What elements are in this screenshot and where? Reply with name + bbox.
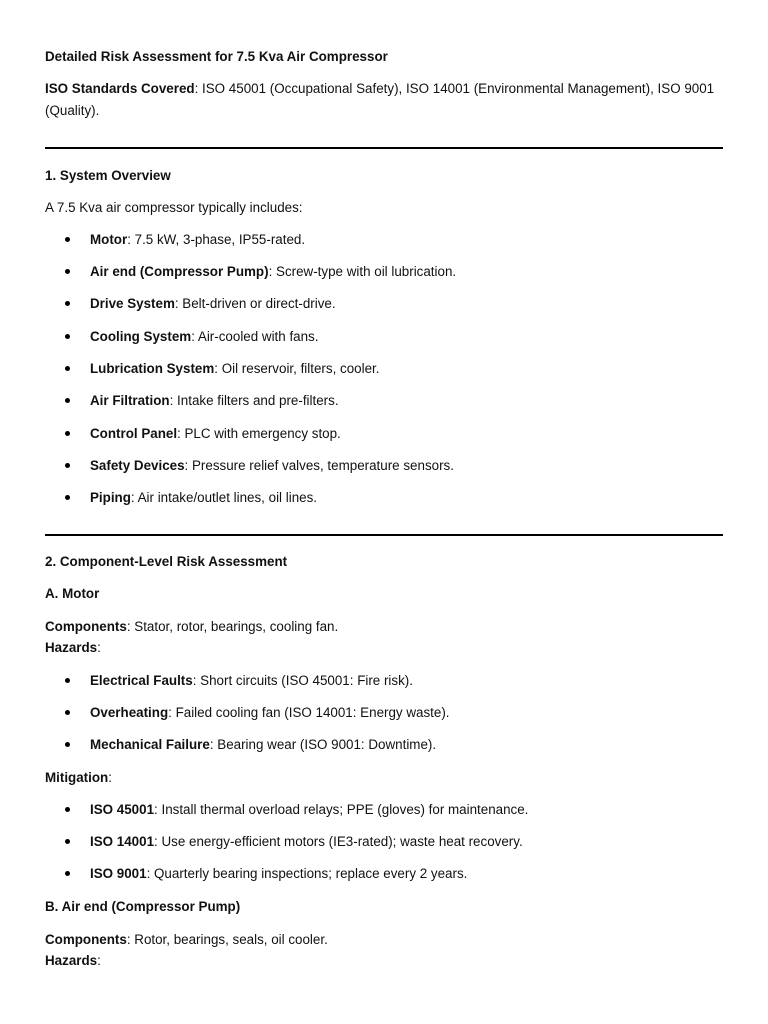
section-2-heading: 2. Component-Level Risk Assessment	[45, 554, 288, 569]
document-title: Detailed Risk Assessment for 7.5 Kva Air Compressor	[45, 49, 388, 64]
iso-standards-text: : ISO 45001 (Occupational Safety), ISO 14001 (Environmental Management), ISO 9001 (Quality).	[45, 81, 715, 118]
bullet-icon	[65, 807, 70, 812]
bullet-icon	[65, 710, 70, 715]
bullet-icon	[65, 301, 70, 306]
bullet-icon	[65, 839, 70, 844]
bullet-icon	[65, 431, 70, 436]
air-end-components: Components: Rotor, bearings, seals, oil cooler. Hazards:	[45, 932, 328, 968]
bullet-icon	[65, 495, 70, 500]
bullet-icon	[65, 237, 70, 242]
section-divider	[45, 147, 723, 149]
bullet-icon	[65, 742, 70, 747]
bullet-icon	[65, 366, 70, 371]
document-page: Detailed Risk Assessment for 7.5 Kva Air Compressor ISO Standards Covered: ISO 45001 (Occupational Safety), ISO 14001 (Environmental Management), ISO 9001 (Quality). 1. System Overview A 7.5 Kva air compressor typically includes: Motor: 7.5 kW, 3-phase, IP55-rated. Air end (Compressor Pump): Screw-type with oil lubrication. Drive System: Belt-driven or direct-drive. Cooling System: Air-cooled with fans. Lubrication System: Oil reservoir, filters, cooler. Air Filtration: Intake filters and pre-filters. Control Panel: PLC with emergency stop. Safety Devices: Pressure relief valves, temperature sensors. Piping: Air intake/outlet lines, oil lines. 2. Component-Level Risk Assessment A. Motor Components: Stator, rotor, bearings, cooling fan. Hazards: Electrical Faults: Short circuits (ISO 45001: Fire risk). Overheating: Failed cooling fan (ISO 14001: Energy waste). Mechanical Failure: Bearing wear (ISO 9001: Downtime). Mitigation: ISO 45001: Install thermal overload relays; PPE (gloves) for maintenance. ISO 14001: Use energy-efficient motors (IE3-rated); waste heat recovery. ISO 9001: Quarterly bearing inspections; replace every 2 years. B. Air end (Compressor Pump) Components: Rotor, bearings, seals, oil cooler. Hazards:	[0, 0, 768, 1024]
section-divider	[45, 534, 723, 536]
bullet-icon	[65, 334, 70, 339]
iso-standards-paragraph	[45, 78, 725, 122]
subsection-b-heading: B. Air end (Compressor Pump)	[45, 899, 241, 914]
mitigation-label: Mitigation:	[45, 770, 112, 785]
iso-standards-label: ISO Standards Covered	[45, 81, 195, 96]
bullet-icon	[65, 678, 70, 683]
bullet-icon	[65, 463, 70, 468]
bullet-icon	[65, 269, 70, 274]
bullet-icon	[65, 871, 70, 876]
motor-components: Components: Stator, rotor, bearings, cooling fan. Hazards:	[45, 619, 339, 655]
section-1-heading: 1. System Overview	[45, 168, 171, 183]
section-1-intro: A 7.5 Kva air compressor typically includes:	[45, 200, 303, 215]
bullet-icon	[65, 398, 70, 403]
subsection-a-heading: A. Motor	[45, 586, 100, 601]
